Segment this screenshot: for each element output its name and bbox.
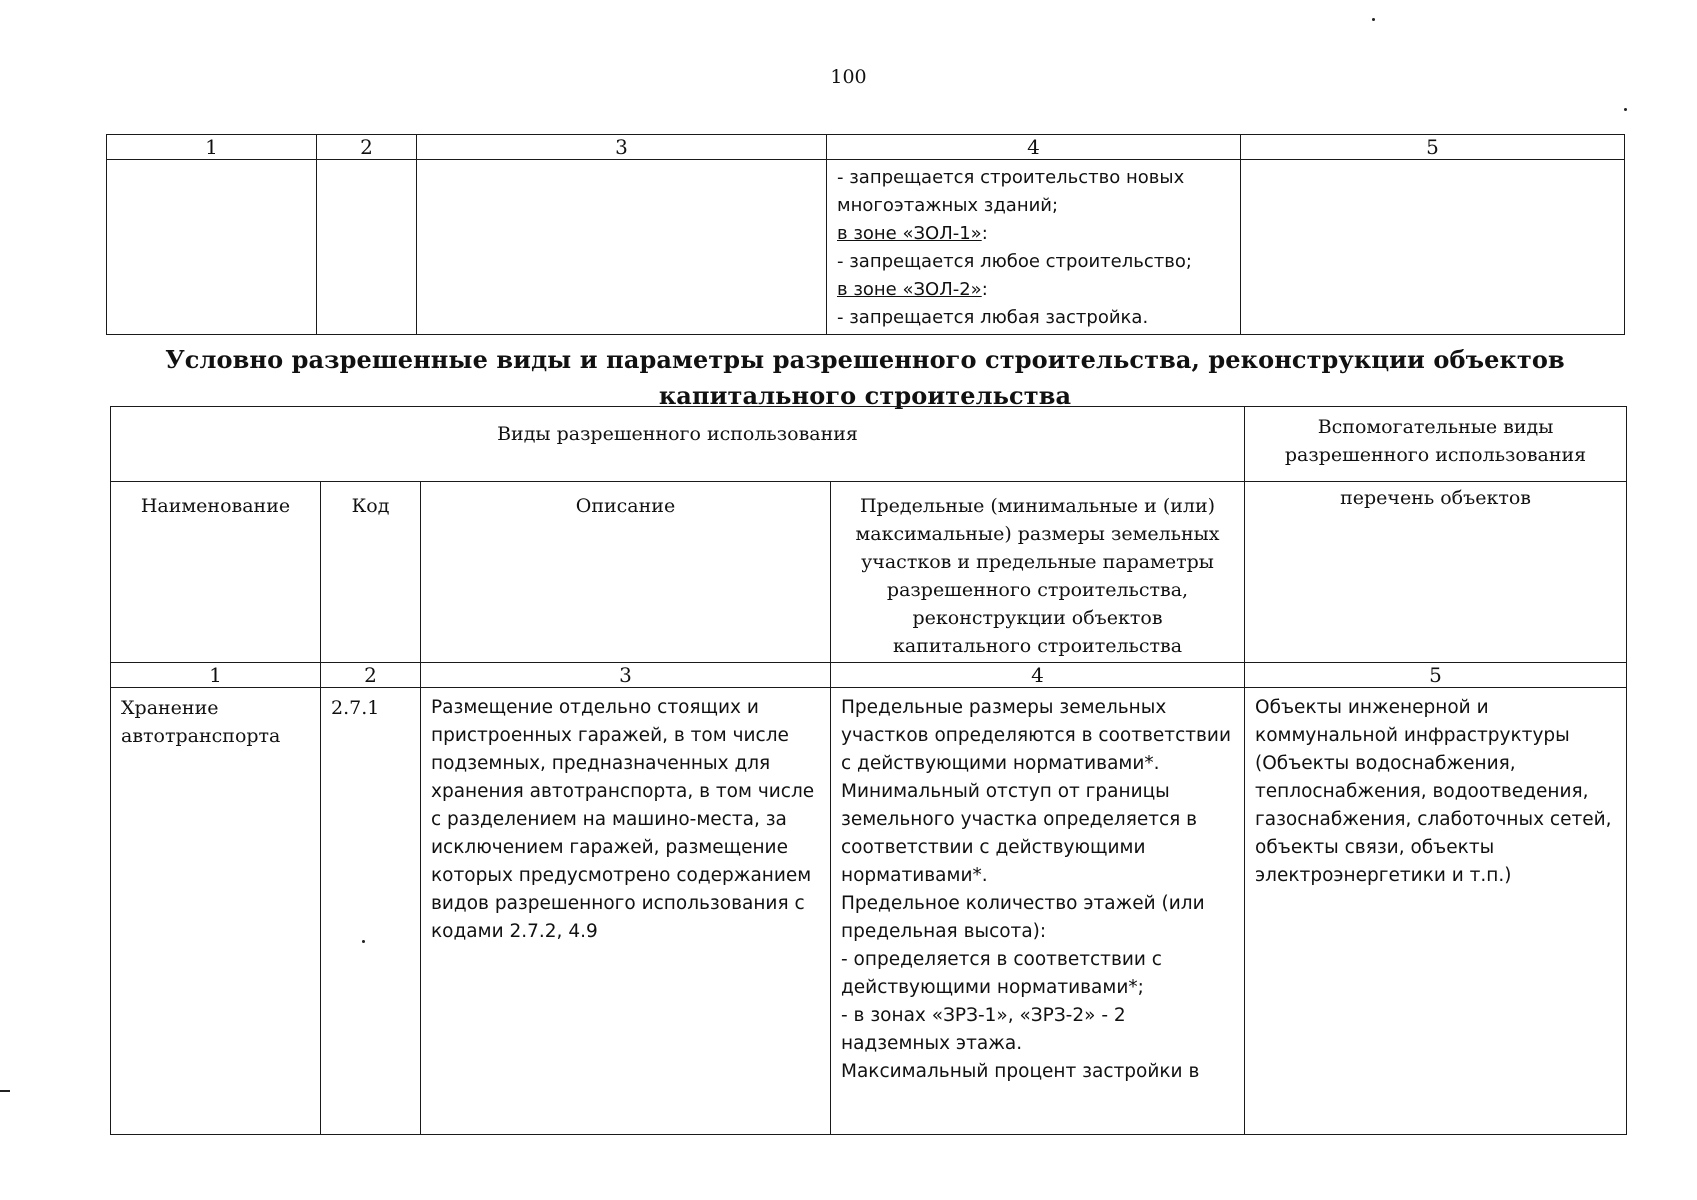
- group-header-row: [111, 407, 1627, 482]
- use-limits: [831, 688, 1245, 1135]
- group-header: Виды разрешенного использования: [111, 407, 1245, 482]
- aux-objects: Объекты инженерной и коммунальной инфраструктуры (Объекты водоснабжения, теплоснабжения, водоотведения, газоснабжения, слаботочных сетей, объекты связи, объекты электроэнергетики и т.п.): [1245, 688, 1627, 1135]
- use-name: Хранение автотранспорта: [111, 688, 321, 1135]
- limits-line: - определяется в соответствии с действующими нормативами*;: [841, 949, 1162, 998]
- scan-margin-mark: [0, 1090, 10, 1092]
- column-number: 4: [831, 663, 1245, 688]
- column-number: 2: [321, 663, 421, 688]
- scan-speck: [362, 940, 365, 943]
- limits-line: Предельные размеры земельных участков определяются в соответствии с действующими нормативами*.: [841, 697, 1231, 774]
- aux-header: Вспомогательные виды разрешенного использования: [1245, 407, 1627, 482]
- header-code: Код: [321, 482, 421, 663]
- table-row: [107, 160, 1625, 335]
- column-number: 3: [421, 663, 831, 688]
- limits-line: Предельное количество этажей (или предельная высота):: [841, 893, 1205, 942]
- empty-cell: [1241, 160, 1625, 335]
- limits-line: Минимальный отступ от границы земельного участка определяется в соответствии с действующими нормативами*.: [841, 781, 1198, 886]
- limits-line: - в зонах «ЗРЗ-1», «ЗРЗ-2» - 2 надземных этажа.: [841, 1005, 1126, 1054]
- column-number: 1: [107, 135, 317, 160]
- column-number: 1: [111, 663, 321, 688]
- empty-cell: [417, 160, 827, 335]
- page-number: 100: [830, 66, 867, 88]
- use-description: Размещение отдельно стоящих и пристроенных гаражей, в том числе подземных, предназначенных для хранения автотранспорта, в том числе с разделением на машино-места, за исключением гаражей, размещение которых предусмотрено содержанием видов разрешенного использования с кодами 2.7.2, 4.9: [421, 688, 831, 1135]
- column-number: 5: [1245, 663, 1627, 688]
- zone-colon: :: [981, 279, 988, 300]
- header-name: Наименование: [111, 482, 321, 663]
- zone-label: [837, 276, 1234, 304]
- restriction-line: - запрещается любое строительство;: [837, 251, 1192, 272]
- column-number-row: [111, 663, 1627, 688]
- conditional-uses-table: [110, 406, 1627, 1135]
- column-number: 3: [417, 135, 827, 160]
- use-code: 2.7.1: [321, 688, 421, 1135]
- section-heading: Условно разрешенные виды и параметры разрешенного строительства, реконструкции объектов капитального строительства: [165, 345, 1565, 410]
- restriction-line: - запрещается строительство новых: [837, 167, 1185, 188]
- empty-cell: [107, 160, 317, 335]
- restriction-line: многоэтажных зданий;: [837, 195, 1059, 216]
- restrictions-cell: [827, 160, 1241, 335]
- zone-label: [837, 220, 1234, 248]
- column-number: 2: [317, 135, 417, 160]
- scan-speck: [1372, 18, 1375, 21]
- zone-name: в зоне «ЗОЛ-2»: [837, 279, 982, 300]
- zone-name: в зоне «ЗОЛ-1»: [837, 223, 982, 244]
- empty-cell: [317, 160, 417, 335]
- column-header-row: [111, 482, 1627, 663]
- scan-speck: [1624, 108, 1627, 111]
- header-limits: Предельные (минимальные и (или) максимальные) размеры земельных участков и предельные параметры разрешенного строительства, реконструкции объектов капитального строительства: [831, 482, 1245, 663]
- table-row: [111, 688, 1627, 1135]
- column-number: 4: [827, 135, 1241, 160]
- zone-colon: :: [981, 223, 988, 244]
- header-description: Описание: [421, 482, 831, 663]
- column-number-row: [107, 135, 1625, 160]
- column-number: 5: [1241, 135, 1625, 160]
- header-objects: перечень объектов: [1245, 482, 1627, 663]
- continuation-table: [106, 134, 1625, 335]
- restriction-line: - запрещается любая застройка.: [837, 307, 1149, 328]
- limits-line: Максимальный процент застройки в: [841, 1061, 1200, 1082]
